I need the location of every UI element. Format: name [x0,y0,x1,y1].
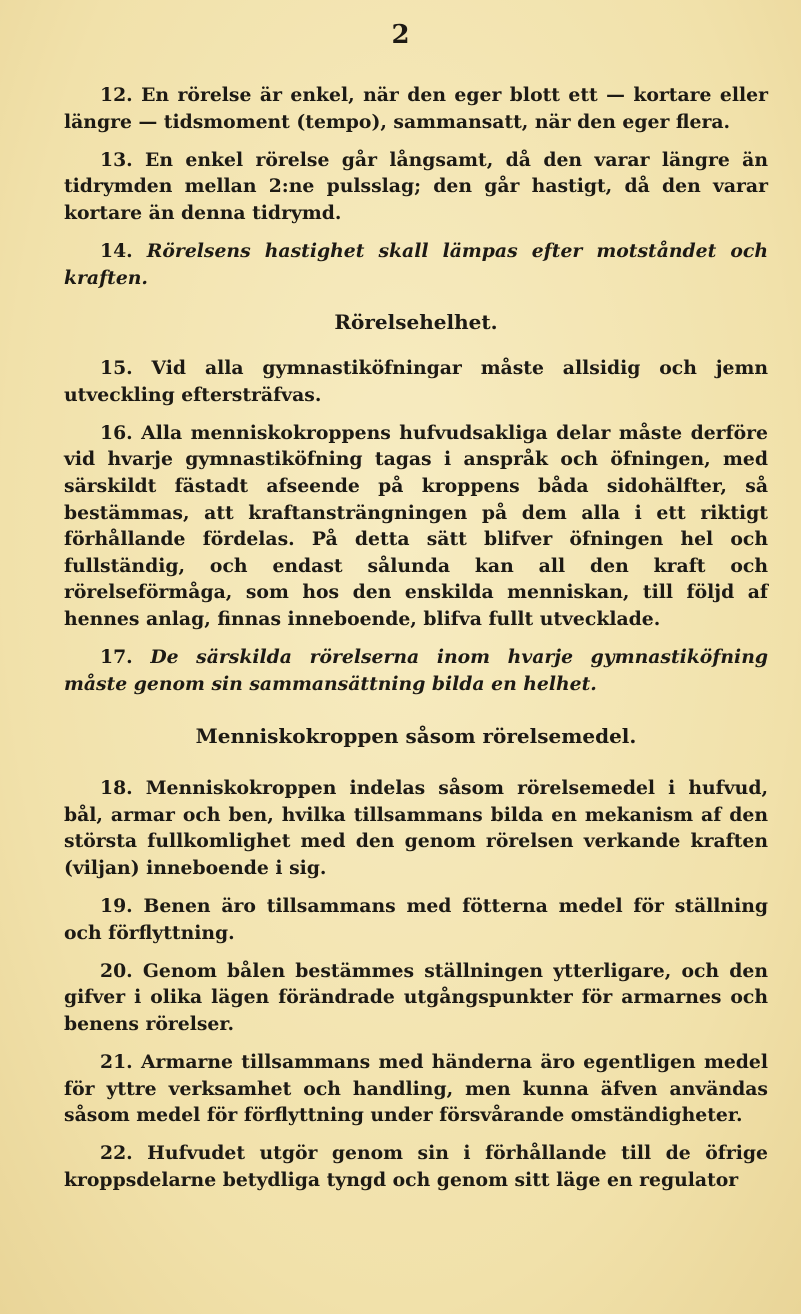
paragraph-20: 20. Genom bålen bestämmes ställningen ytterligare, och den gifver i olika lägen förändrade utgångspunkter för armarnes och benens rörelser. [64,959,768,1036]
paragraph-17 [64,644,768,697]
paragraph-13: 13. En enkel rörelse går långsamt, då den varar längre än tidrymden mellan 2:ne pulsslag; den går hastigt, då den varar kortare än denna tidrymd. [64,148,768,224]
page-number: 2 [391,20,410,50]
paragraph-17-number: 17. [100,646,133,669]
paragraph-18: 18. Menniskokroppen indelas såsom rörelsemedel i hufvud, bål, armar och ben, hvilka tillsammans bilda en mekanism af den största fullkomlighet med den genom rörelsen verkande kraften (viljan) inneboende i sig. [64,777,768,880]
paragraph-16: 16. Alla menniskokroppens hufvudsakliga delar måste derföre vid hvarje gymnastiköfning tagas i anspråk och öfningen, med särskildt fästadt afseende på kroppens båda sidohälfter, så bestämmas, att kraftansträngningen på dem alla i ett riktigt förhållande fördelas. På detta sätt blifver öfningen hel och fullständig, och endast sålunda kan all den kraft och rörelseförmåga, som hos den enskilda menniskan, till följd af hennes anlag, finnas inneboende, blifva fullt utvecklade. [64,421,768,630]
paragraph-17-text: De särskilda rörelserna inom hvarje gymnastiköfning måste genom sin sammansättning bilda en helhet. [64,646,768,695]
paragraph-15: 15. Vid alla gymnastiköfningar måste allsidig och jemn utveckling eftersträfvas. [64,357,768,406]
paragraph-12: 12. En rörelse är enkel, när den eger blott ett — kortare eller längre — tidsmoment (tempo), sammansatt, när den eger flera. [64,84,768,133]
paragraph-19: 19. Benen äro tillsammans med fötterna medel för ställning och förflyttning. [64,895,768,944]
body-text [64,82,768,1205]
paragraph-14-number: 14. [100,239,133,262]
paragraph-14 [64,238,768,291]
paragraph-14-text: Rörelsens hastighet skall lämpas efter motståndet och kraften. [64,239,768,289]
paragraph-21: 21. Armarne tillsammans med händerna äro egentligen medel för yttre verksamhet och handling, men kunna äfven användas såsom medel för förflyttning under försvårande omständigheter. [64,1051,768,1127]
section-heading-rorelsehelhet: Rörelsehelhet. [334,310,498,335]
section-heading-menniskokroppen: Menniskokroppen såsom rörelsemedel. [195,724,637,749]
paragraph-22: 22. Hufvudet utgör genom sin i förhållande till de öfrige kroppsdelarne betydliga tyngd och genom sitt läge en regulator [64,1142,768,1191]
